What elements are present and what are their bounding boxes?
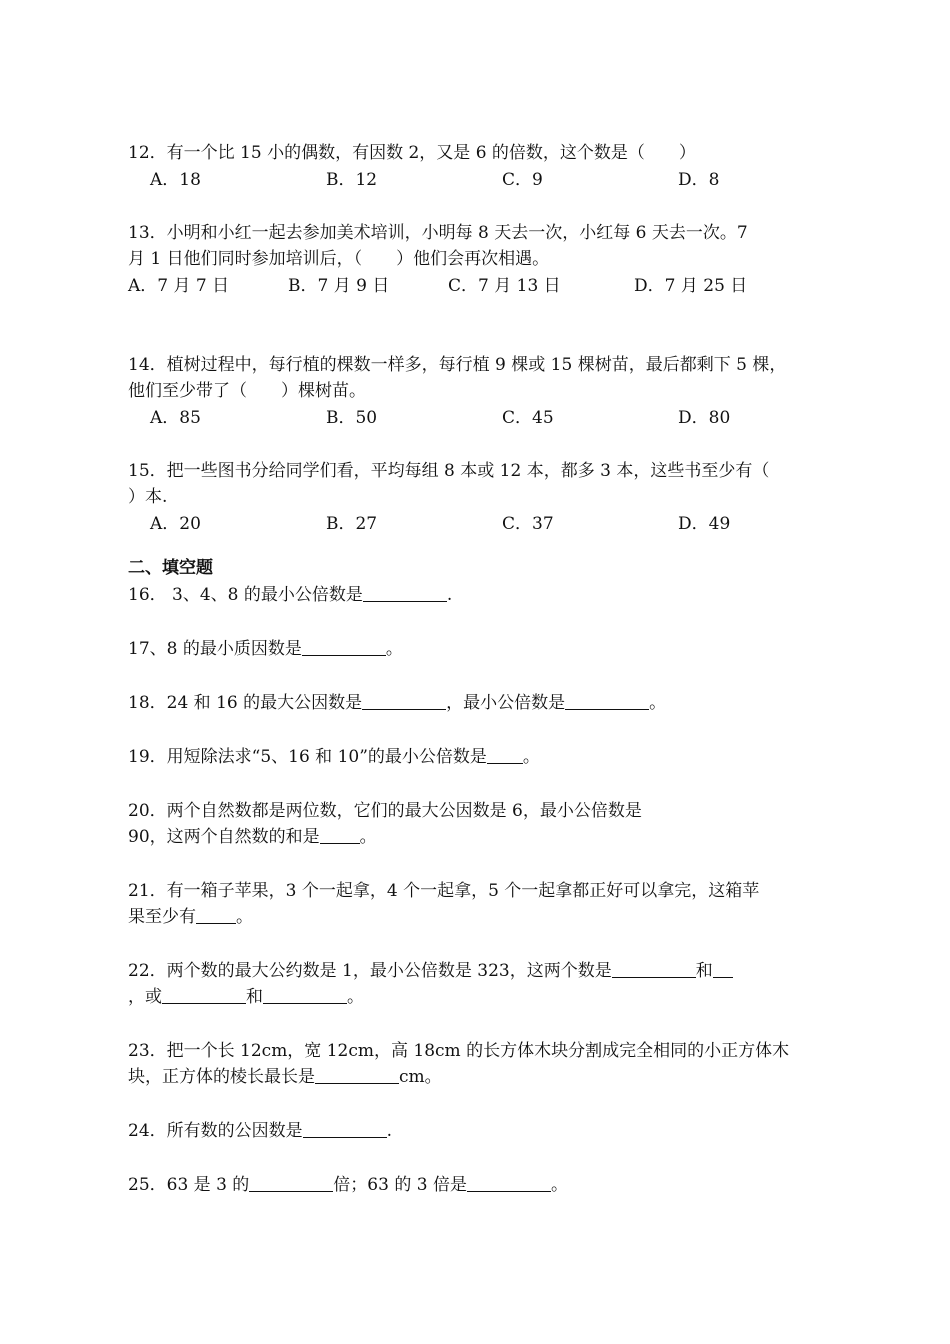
answer-blank[interactable] — [467, 1173, 551, 1192]
option-d: D．7 月 25 日 — [634, 276, 748, 296]
option-c: C．7 月 13 日 — [448, 276, 561, 296]
fill-question-21-line1: 21．有一箱子苹果，3 个一起拿，4 个一起拿，5 个一起拿都正好可以拿完，这箱苹 — [128, 881, 760, 901]
option-a: A．20 — [150, 514, 201, 534]
option-b: B．50 — [326, 408, 378, 428]
question-15-stem-line2: ）本. — [128, 487, 168, 507]
answer-blank[interactable] — [612, 959, 696, 978]
answer-blank[interactable] — [162, 985, 246, 1004]
section-title-fill-in: 二、填空题 — [128, 558, 213, 578]
fill-question-23-line1: 23．把一个长 12cm，宽 12cm，高 18cm 的长方体木块分割成完全相同的小正方体木 — [128, 1041, 790, 1061]
fill-question-20-line2: 90，这两个自然数的和是 。 — [128, 827, 377, 847]
answer-blank[interactable] — [363, 583, 447, 602]
option-a: A．85 — [150, 408, 201, 428]
option-a: A．18 — [150, 170, 201, 190]
answer-blank[interactable] — [320, 825, 360, 844]
fill-question-19: 19．用短除法求“5、16 和 10”的最小公倍数是 。 — [128, 747, 540, 767]
option-d: D．8 — [678, 170, 720, 190]
option-b: B．12 — [326, 170, 378, 190]
question-15-stem-line1: 15．把一些图书分给同学们看，平均每组 8 本或 12 本，都多 3 本，这些书至少有（ — [128, 461, 770, 481]
option-d: D．49 — [678, 514, 731, 534]
fill-question-25: 25．63 是 3 的 倍；63 的 3 倍是 。 — [128, 1175, 568, 1195]
question-13-options — [128, 272, 854, 300]
answer-blank[interactable] — [302, 637, 386, 656]
fill-question-23-line2: 块，正方体的棱长最长是 cm。 — [128, 1067, 442, 1087]
option-b: B．27 — [326, 514, 378, 534]
option-c: C．37 — [502, 514, 554, 534]
question-14-stem-line2: 他们至少带了（ ）棵树苗。 — [128, 381, 366, 401]
answer-blank[interactable] — [565, 691, 649, 710]
question-14-stem-line1: 14．植树过程中，每行植的棵数一样多，每行植 9 棵或 15 棵树苗，最后都剩下 5 棵， — [128, 355, 787, 375]
option-b: B．7 月 9 日 — [288, 276, 390, 296]
question-12-stem: 12．有一个比 15 小的偶数，有因数 2，又是 6 的倍数，这个数是（ ） — [128, 143, 696, 163]
fill-question-22-line1: 22．两个数的最大公约数是 1，最小公倍数是 323，这两个数是 和 — [128, 958, 854, 984]
fill-question-21-line2: 果至少有 。 — [128, 907, 253, 927]
answer-blank[interactable] — [713, 959, 733, 978]
question-12-options — [128, 166, 854, 194]
fill-question-17: 17、8 的最小质因数是 。 — [128, 639, 403, 659]
fill-question-20-line1: 20．两个自然数都是两位数，它们的最大公因数是 6，最小公倍数是 — [128, 801, 642, 821]
question-13-stem-line2: 月 1 日他们同时参加培训后，（ ）他们会再次相遇。 — [128, 249, 550, 269]
fill-question-22-line2: ，或 和 。 — [128, 987, 364, 1007]
option-c: C．45 — [502, 408, 554, 428]
question-15-options — [128, 510, 854, 538]
fill-question-16: 16． 3、4、8 的最小公倍数是 . — [128, 585, 453, 605]
option-a: A．7 月 7 日 — [128, 276, 230, 296]
question-14-options — [128, 404, 854, 432]
answer-blank[interactable] — [263, 985, 347, 1004]
answer-blank[interactable] — [196, 905, 236, 924]
answer-blank[interactable] — [315, 1065, 399, 1084]
option-d: D．80 — [678, 408, 731, 428]
fill-question-18: 18．24 和 16 的最大公因数是 ，最小公倍数是 。 — [128, 693, 667, 713]
answer-blank[interactable] — [303, 1119, 387, 1138]
answer-blank[interactable] — [487, 745, 523, 764]
option-c: C．9 — [502, 170, 543, 190]
answer-blank[interactable] — [362, 691, 446, 710]
fill-question-24: 24．所有数的公因数是 . — [128, 1121, 393, 1141]
question-13-stem-line1: 13．小明和小红一起去参加美术培训，小明每 8 天去一次，小红每 6 天去一次。7 — [128, 223, 748, 243]
answer-blank[interactable] — [249, 1173, 333, 1192]
